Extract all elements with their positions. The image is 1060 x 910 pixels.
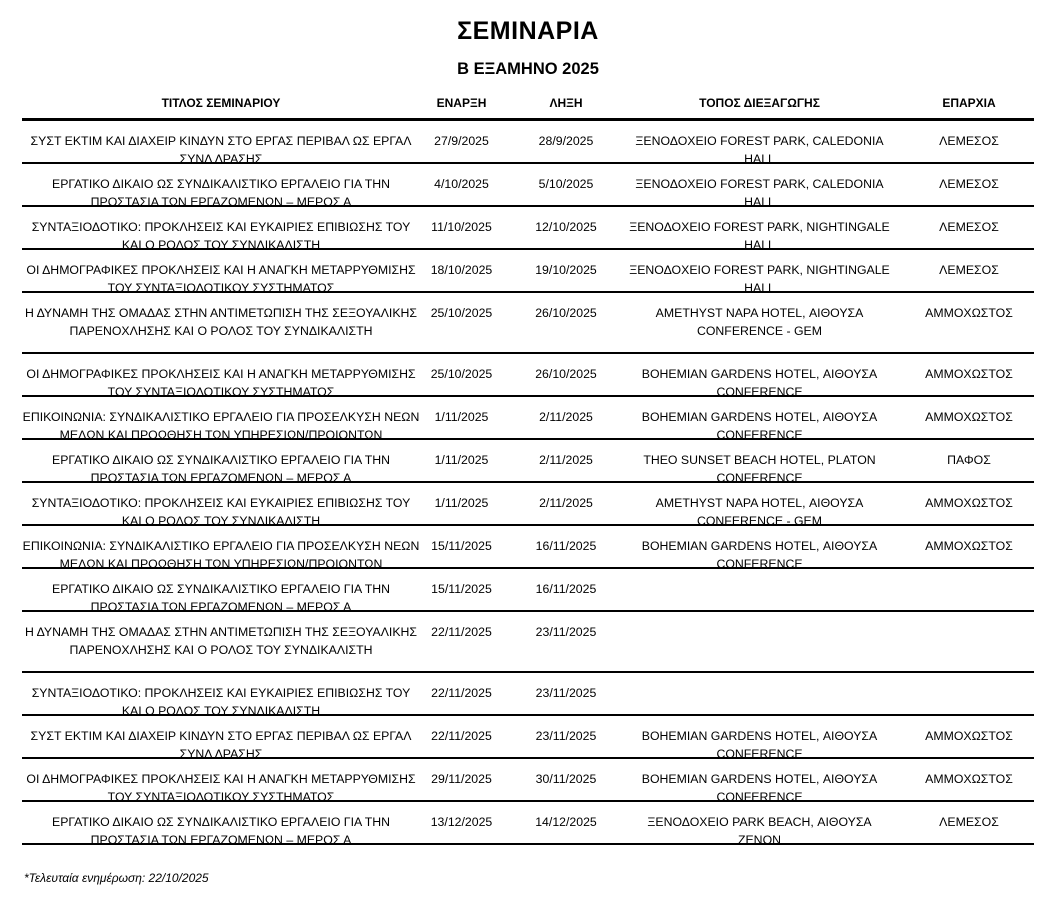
end-date: 19/10/2025	[535, 263, 597, 277]
table-row	[22, 293, 1034, 354]
column-header-end: ΛΗΞΗ	[549, 96, 583, 110]
district: ΑΜΜΟΧΩΣΤΟΣ	[925, 367, 1013, 381]
start-date: 27/9/2025	[434, 134, 489, 148]
start-date: 1/11/2025	[434, 453, 489, 467]
start-date: 22/11/2025	[431, 729, 492, 743]
table-row	[22, 207, 1034, 250]
end-date: 16/11/2025	[535, 539, 597, 553]
end-date: 28/9/2025	[538, 134, 594, 148]
table-row	[22, 802, 1034, 845]
seminar-title: ΕΡΓΑΤΙΚΟ ΔΙΚΑΙΟ ΩΣ ΣΥΝΔΙΚΑΛΙΣΤΙΚΟ ΕΡΓΑΛΕΙΟ ΓΙΑ ΤΗΝ ΠΡΟΣΤΑΣΙΑ ΤΩΝ ΕΡΓΑΖΟΜΕΝΩΝ – ΜΕΡΟΣ Α	[52, 453, 390, 485]
end-date: 23/11/2025	[535, 729, 597, 743]
seminar-title: ΣΥΝΤΑΞΙΟΔΟΤΙΚΟ: ΠΡΟΚΛΗΣΕΙΣ ΚΑΙ ΕΥΚΑΙΡΙΕΣ ΕΠΙΒΙΩΣΗΣ ΤΟΥ ΚΑΙ Ο ΡΟΛΟΣ ΤΟΥ ΣΥΝΔΙΚΑΛΙΣΤΗ	[31, 220, 411, 252]
start-date: 29/11/2025	[431, 772, 492, 786]
venue: BOHEMIAN GARDENS HOTEL, ΑΙΘΟΥΣΑ CONFERENCE	[641, 410, 878, 442]
end-date: 2/11/2025	[539, 453, 593, 467]
end-date: 16/11/2025	[535, 582, 597, 596]
seminar-title: ΕΡΓΑΤΙΚΟ ΔΙΚΑΙΟ ΩΣ ΣΥΝΔΙΚΑΛΙΣΤΙΚΟ ΕΡΓΑΛΕΙΟ ΓΙΑ ΤΗΝ ΠΡΟΣΤΑΣΙΑ ΤΩΝ ΕΡΓΑΖΟΜΕΝΩΝ – ΜΕΡΟΣ Α	[52, 582, 390, 614]
venue: BOHEMIAN GARDENS HOTEL, ΑΙΘΟΥΣΑ CONFERENCE	[641, 772, 878, 804]
last-updated-note: *Τελευταία ενημέρωση: 22/10/2025	[24, 871, 209, 885]
district: ΑΜΜΟΧΩΣΤΟΣ	[925, 496, 1013, 510]
table-row	[22, 483, 1034, 526]
column-header-start: ΕΝΑΡΞΗ	[436, 96, 487, 110]
venue: AMETHYST NAPA HOTEL, ΑΙΘΟΥΣΑ CONFERENCE - GEM	[655, 496, 864, 528]
end-date: 23/11/2025	[535, 625, 597, 639]
start-date: 4/10/2025	[434, 177, 489, 191]
end-date: 5/10/2025	[538, 177, 594, 191]
column-header-venue: ΤΟΠΟΣ ΔΙΕΞΑΓΩΓΗΣ	[699, 96, 820, 110]
seminar-title: ΣΥΣΤ ΕΚΤΙΜ ΚΑΙ ΔΙΑΧΕΙΡ ΚΙΝΔΥΝ ΣΤΟ ΕΡΓΑΣ ΠΕΡΙΒΑΛ ΩΣ ΕΡΓΑΛ ΣΥΝΔ ΔΡΑΣΗΣ	[30, 134, 412, 166]
column-header-district: ΕΠΑΡΧΙΑ	[942, 96, 996, 110]
district: ΛΕΜΕΣΟΣ	[939, 177, 999, 191]
venue: BOHEMIAN GARDENS HOTEL, ΑΙΘΟΥΣΑ CONFERENCE	[641, 539, 878, 571]
venue: ΞΕΝΟΔΟΧΕΙΟ FOREST PARK, NIGHTINGALE HALL	[629, 263, 890, 295]
venue: ΞΕΝΟΔΟΧΕΙΟ PARK BEACH, ΑΙΘΟΥΣΑ ZENON	[647, 815, 872, 847]
end-date: 26/10/2025	[535, 306, 597, 320]
start-date: 15/11/2025	[431, 582, 492, 596]
start-date: 13/12/2025	[430, 815, 493, 829]
seminar-title: ΕΡΓΑΤΙΚΟ ΔΙΚΑΙΟ ΩΣ ΣΥΝΔΙΚΑΛΙΣΤΙΚΟ ΕΡΓΑΛΕΙΟ ΓΙΑ ΤΗΝ ΠΡΟΣΤΑΣΙΑ ΤΩΝ ΕΡΓΑΖΟΜΕΝΩΝ – ΜΕΡΟΣ Α	[52, 815, 390, 847]
venue: ΞΕΝΟΔΟΧΕΙΟ FOREST PARK, CALEDONIA HALL	[635, 177, 884, 209]
district: ΑΜΜΟΧΩΣΤΟΣ	[925, 729, 1013, 743]
start-date: 22/11/2025	[431, 625, 492, 639]
table-header	[22, 96, 1034, 118]
district: ΛΕΜΕΣΟΣ	[939, 134, 999, 148]
venue: ΞΕΝΟΔΟΧΕΙΟ FOREST PARK, CALEDONIA HALL	[635, 134, 884, 166]
table-row	[22, 354, 1034, 397]
end-date: 2/11/2025	[539, 496, 593, 510]
venue: ΞΕΝΟΔΟΧΕΙΟ FOREST PARK, NIGHTINGALE HALL	[629, 220, 890, 252]
column-header-title: ΤΙΤΛΟΣ ΣΕΜΙΝΑΡΙΟΥ	[161, 96, 281, 110]
venue: AMETHYST NAPA HOTEL, ΑΙΘΟΥΣΑ CONFERENCE - GEM	[655, 306, 864, 338]
district: ΛΕΜΕΣΟΣ	[939, 220, 999, 234]
seminar-title: ΣΥΝΤΑΞΙΟΔΟΤΙΚΟ: ΠΡΟΚΛΗΣΕΙΣ ΚΑΙ ΕΥΚΑΙΡΙΕΣ ΕΠΙΒΙΩΣΗΣ ΤΟΥ ΚΑΙ Ο ΡΟΛΟΣ ΤΟΥ ΣΥΝΔΙΚΑΛΙΣΤΗ	[31, 496, 411, 528]
end-date: 2/11/2025	[539, 410, 593, 424]
table-row	[22, 716, 1034, 759]
seminar-title: ΕΠΙΚΟΙΝΩΝΙΑ: ΣΥΝΔΙΚΑΛΙΣΤΙΚΟ ΕΡΓΑΛΕΙΟ ΓΙΑ ΠΡΟΣΕΛΚΥΣΗ ΝΕΩΝ ΜΕΛΩΝ ΚΑΙ ΠΡΟΩΘΗΣΗ ΤΩΝ ΥΠΗΡΕΣΙΩΝ/ΠΡΟΙΟΝΤΩΝ	[22, 410, 420, 442]
start-date: 25/10/2025	[430, 367, 493, 381]
district: ΑΜΜΟΧΩΣΤΟΣ	[925, 772, 1013, 786]
end-date: 30/11/2025	[535, 772, 597, 786]
table-row	[22, 121, 1034, 164]
district: ΑΜΜΟΧΩΣΤΟΣ	[925, 539, 1013, 553]
district: ΑΜΜΟΧΩΣΤΟΣ	[925, 306, 1013, 320]
table-row	[22, 164, 1034, 207]
seminar-title: Η ΔΥΝΑΜΗ ΤΗΣ ΟΜΑΔΑΣ ΣΤΗΝ ΑΝΤΙΜΕΤΩΠΙΣΗ ΤΗΣ ΣΕΞΟΥΑΛΙΚΗΣ ΠΑΡΕΝΟΧΛΗΣΗΣ ΚΑΙ Ο ΡΟΛΟΣ ΤΟΥ ΣΥΝΔΙΚΑΛΙΣΤΗ	[24, 625, 418, 657]
seminar-title: ΟΙ ΔΗΜΟΓΡΑΦΙΚΕΣ ΠΡΟΚΛΗΣΕΙΣ ΚΑΙ Η ΑΝΑΓΚΗ ΜΕΤΑΡΡΥΘΜΙΣΗΣ ΤΟΥ ΣΥΝΤΑΞΙΟΔΟΤΙΚΟΥ ΣΥΣΤΗΜΑΤΟΣ	[26, 263, 416, 295]
start-date: 18/10/2025	[430, 263, 493, 277]
seminar-title: ΣΥΣΤ ΕΚΤΙΜ ΚΑΙ ΔΙΑΧΕΙΡ ΚΙΝΔΥΝ ΣΤΟ ΕΡΓΑΣ ΠΕΡΙΒΑΛ ΩΣ ΕΡΓΑΛ ΣΥΝΔ ΔΡΑΣΗΣ	[30, 729, 412, 761]
end-date: 14/12/2025	[535, 815, 597, 829]
table-row	[22, 526, 1034, 569]
start-date: 15/11/2025	[431, 539, 492, 553]
table-row	[22, 673, 1034, 716]
page-title: ΣΕΜΙΝΑΡΙΑ	[457, 17, 599, 45]
page-subtitle: Β ΕΞΑΜΗΝΟ 2025	[457, 60, 599, 78]
seminar-title: ΟΙ ΔΗΜΟΓΡΑΦΙΚΕΣ ΠΡΟΚΛΗΣΕΙΣ ΚΑΙ Η ΑΝΑΓΚΗ ΜΕΤΑΡΡΥΘΜΙΣΗΣ ΤΟΥ ΣΥΝΤΑΞΙΟΔΟΤΙΚΟΥ ΣΥΣΤΗΜΑΤΟΣ	[26, 772, 416, 804]
seminar-title: Η ΔΥΝΑΜΗ ΤΗΣ ΟΜΑΔΑΣ ΣΤΗΝ ΑΝΤΙΜΕΤΩΠΙΣΗ ΤΗΣ ΣΕΞΟΥΑΛΙΚΗΣ ΠΑΡΕΝΟΧΛΗΣΗΣ ΚΑΙ Ο ΡΟΛΟΣ ΤΟΥ ΣΥΝΔΙΚΑΛΙΣΤΗ	[24, 306, 418, 338]
start-date: 1/11/2025	[434, 410, 489, 424]
table-row	[22, 397, 1034, 440]
venue: THEO SUNSET BEACH HOTEL, PLATON CONFERENCE	[643, 453, 876, 485]
seminar-title: ΟΙ ΔΗΜΟΓΡΑΦΙΚΕΣ ΠΡΟΚΛΗΣΕΙΣ ΚΑΙ Η ΑΝΑΓΚΗ ΜΕΤΑΡΡΥΘΜΙΣΗΣ ΤΟΥ ΣΥΝΤΑΞΙΟΔΟΤΙΚΟΥ ΣΥΣΤΗΜΑΤΟΣ	[26, 367, 416, 399]
district: ΛΕΜΕΣΟΣ	[939, 815, 999, 829]
district: ΛΕΜΕΣΟΣ	[939, 263, 999, 277]
table-row	[22, 250, 1034, 293]
table-row	[22, 759, 1034, 802]
seminar-table	[22, 121, 1034, 845]
table-row	[22, 612, 1034, 673]
start-date: 11/10/2025	[431, 220, 492, 234]
table-row	[22, 440, 1034, 483]
start-date: 1/11/2025	[434, 496, 489, 510]
table-row	[22, 569, 1034, 612]
seminar-title: ΕΡΓΑΤΙΚΟ ΔΙΚΑΙΟ ΩΣ ΣΥΝΔΙΚΑΛΙΣΤΙΚΟ ΕΡΓΑΛΕΙΟ ΓΙΑ ΤΗΝ ΠΡΟΣΤΑΣΙΑ ΤΩΝ ΕΡΓΑΖΟΜΕΝΩΝ – ΜΕΡΟΣ Α	[52, 177, 390, 209]
end-date: 26/10/2025	[535, 367, 597, 381]
district: ΠΑΦΟΣ	[947, 453, 991, 467]
end-date: 23/11/2025	[535, 686, 597, 700]
seminar-title: ΣΥΝΤΑΞΙΟΔΟΤΙΚΟ: ΠΡΟΚΛΗΣΕΙΣ ΚΑΙ ΕΥΚΑΙΡΙΕΣ ΕΠΙΒΙΩΣΗΣ ΤΟΥ ΚΑΙ Ο ΡΟΛΟΣ ΤΟΥ ΣΥΝΔΙΚΑΛΙΣΤΗ	[31, 686, 411, 718]
start-date: 25/10/2025	[430, 306, 493, 320]
start-date: 22/11/2025	[431, 686, 492, 700]
end-date: 12/10/2025	[535, 220, 597, 234]
seminar-title: ΕΠΙΚΟΙΝΩΝΙΑ: ΣΥΝΔΙΚΑΛΙΣΤΙΚΟ ΕΡΓΑΛΕΙΟ ΓΙΑ ΠΡΟΣΕΛΚΥΣΗ ΝΕΩΝ ΜΕΛΩΝ ΚΑΙ ΠΡΟΩΘΗΣΗ ΤΩΝ ΥΠΗΡΕΣΙΩΝ/ΠΡΟΙΟΝΤΩΝ	[22, 539, 420, 571]
venue: BOHEMIAN GARDENS HOTEL, ΑΙΘΟΥΣΑ CONFERENCE	[641, 367, 878, 399]
district: ΑΜΜΟΧΩΣΤΟΣ	[925, 410, 1013, 424]
venue: BOHEMIAN GARDENS HOTEL, ΑΙΘΟΥΣΑ CONFERENCE	[641, 729, 878, 761]
